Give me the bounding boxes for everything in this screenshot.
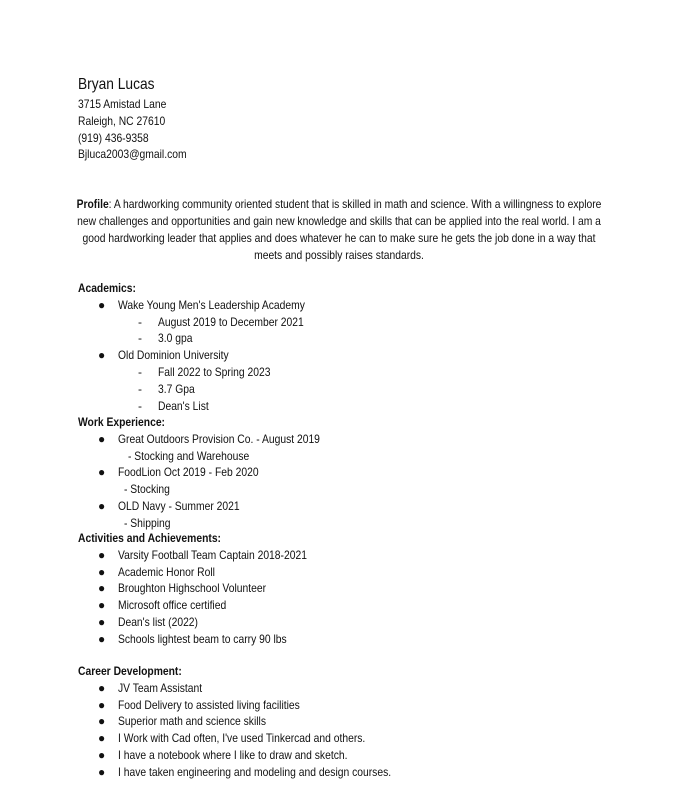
list-item <box>78 713 266 730</box>
career-development-heading: Career Development: <box>78 664 182 678</box>
achievement-text: Dean's list (2022) <box>118 614 198 629</box>
achievement-text: Academic Honor Roll <box>118 564 215 579</box>
list-item <box>78 764 392 781</box>
list-item <box>78 347 229 364</box>
dash-icon: - <box>138 398 142 413</box>
list-item <box>78 547 307 564</box>
bullet-icon: ● <box>98 697 106 712</box>
school-detail: Dean's List <box>158 398 209 413</box>
address-line-1: 3715 Amistad Lane <box>78 97 167 111</box>
school-name: Wake Young Men's Leadership Academy <box>118 297 305 312</box>
list-item <box>78 597 244 614</box>
job-detail: - Shipping <box>124 515 171 530</box>
list-item <box>78 448 250 465</box>
list-item <box>78 697 300 714</box>
profile-text: : A hardworking community oriented student that is skilled in math and science. With a willingness to explore new challenges and opportunities and gain new knowledge and skills that can be applied into the real world. I am a good hardworking leader that applies and does whatever he can to make sure he gets the job done in a way that meets and possibly raises standards. <box>77 197 602 262</box>
bullet-icon: ● <box>98 614 106 629</box>
list-item <box>78 730 366 747</box>
list-item <box>78 614 244 631</box>
applicant-name: Bryan Lucas <box>78 76 155 93</box>
achievement-text: Microsoft office certified <box>118 598 227 613</box>
list-item <box>78 680 203 697</box>
work-experience-heading: Work Experience: <box>78 415 165 429</box>
career-item-text: Superior math and science skills <box>118 714 266 729</box>
achievement-text: Varsity Football Team Captain 2018-2021 <box>118 547 307 562</box>
bullet-icon: ● <box>98 598 106 613</box>
contact-block <box>78 96 204 163</box>
bullet-icon: ● <box>98 348 106 363</box>
list-item <box>78 580 267 597</box>
achievement-text: Schools lightest beam to carry 90 lbs <box>118 631 287 646</box>
address-line-2: Raleigh, NC 27610 <box>78 113 166 128</box>
list-item <box>78 398 209 415</box>
list-item <box>78 564 244 581</box>
activities-section <box>78 530 307 648</box>
list-item <box>78 364 271 381</box>
school-name: Old Dominion University <box>118 348 229 363</box>
list-item <box>78 381 195 398</box>
career-item-text: Food Delivery to assisted living facilities <box>118 697 300 712</box>
bullet-icon: ● <box>98 564 106 579</box>
bullet-icon: ● <box>98 498 106 513</box>
school-detail: 3.0 gpa <box>158 331 193 346</box>
dash-icon: - <box>138 381 142 396</box>
job-detail: - Stocking and Warehouse <box>128 448 250 463</box>
dash-icon: - <box>138 314 142 329</box>
career-item-text: I Work with Cad often, I've used Tinkercad and others. <box>118 731 366 746</box>
list-item <box>78 464 259 481</box>
list-item <box>78 631 287 648</box>
bullet-icon: ● <box>98 297 106 312</box>
dash-icon: - <box>138 331 142 346</box>
list-item <box>78 498 240 515</box>
job-title: OLD Navy - Summer 2021 <box>118 498 240 513</box>
work-experience-section <box>78 414 320 532</box>
bullet-icon: ● <box>98 747 106 762</box>
list-item <box>78 330 193 347</box>
list-item <box>78 481 179 498</box>
career-development-section <box>78 663 392 781</box>
academics-section <box>78 280 305 414</box>
bullet-icon: ● <box>98 547 106 562</box>
dash-icon: - <box>138 364 142 379</box>
bullet-icon: ● <box>98 431 106 446</box>
list-item <box>78 314 304 331</box>
bullet-icon: ● <box>98 731 106 746</box>
career-item-text: I have taken engineering and modeling and design courses. <box>118 764 392 779</box>
bullet-icon: ● <box>98 714 106 729</box>
achievement-text: Broughton Highschool Volunteer <box>118 581 267 596</box>
career-item-text: I have a notebook where I like to draw and sketch. <box>118 747 348 762</box>
list-item <box>78 297 305 314</box>
bullet-icon: ● <box>98 680 106 695</box>
bullet-icon: ● <box>98 581 106 596</box>
activities-heading: Activities and Achievements: <box>78 531 222 545</box>
job-title: Great Outdoors Provision Co. - August 2019 <box>118 431 320 446</box>
school-detail: August 2019 to December 2021 <box>158 314 304 329</box>
job-title: FoodLion Oct 2019 - Feb 2020 <box>118 465 259 480</box>
school-detail: 3.7 Gpa <box>158 381 195 396</box>
bullet-icon: ● <box>98 631 106 646</box>
phone-number: (919) 436-9358 <box>78 130 149 145</box>
email-address: Bjluca2003@gmail.com <box>78 147 187 162</box>
bullet-icon: ● <box>98 465 106 480</box>
school-detail: Fall 2022 to Spring 2023 <box>158 364 271 379</box>
bullet-icon: ● <box>98 764 106 779</box>
list-item <box>78 431 320 448</box>
job-detail: - Stocking <box>124 482 170 497</box>
career-item-text: JV Team Assistant <box>118 680 203 695</box>
profile-label: Profile <box>76 197 109 211</box>
academics-heading: Academics: <box>78 281 136 295</box>
list-item <box>78 747 348 764</box>
profile-paragraph <box>74 196 604 264</box>
